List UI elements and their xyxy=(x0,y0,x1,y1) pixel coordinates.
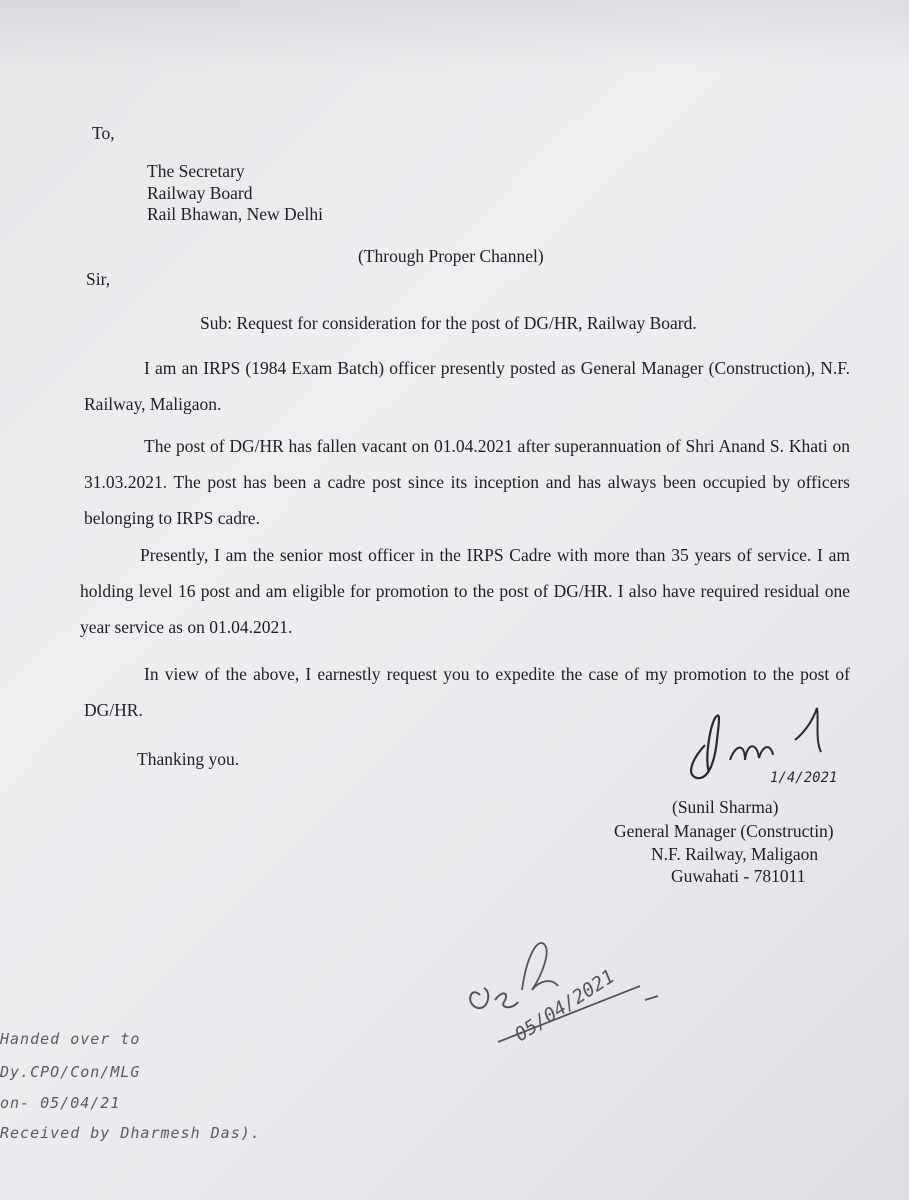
signatory-office: N.F. Railway, Maligaon xyxy=(651,844,819,864)
salutation: Sir, xyxy=(86,269,111,289)
signature-mark xyxy=(675,700,845,790)
signature-date: 1/4/2021 xyxy=(770,770,838,786)
subject-line: Sub: Request for consideration for the post of DG/HR, Railway Board. xyxy=(200,313,697,333)
addressee-line-1: The Secretary xyxy=(147,161,245,181)
handover-note-2: Dy.CPO/Con/MLG xyxy=(0,1063,141,1081)
closing-line: Thanking you. xyxy=(137,749,240,769)
signatory-designation: General Manager (Constructin) xyxy=(614,821,834,841)
paragraph-1: I am an IRPS (1984 Exam Batch) officer presently posted as General Manager (Construction), N.F. Railway, Maligaon. xyxy=(84,358,850,414)
page-shadow xyxy=(0,0,909,70)
paragraph-4: In view of the above, I earnestly request you to expedite the case of my promotion to the post of DG/HR. xyxy=(84,664,850,720)
signatory-name: (Sunil Sharma) xyxy=(672,797,779,817)
paragraph-3: Presently, I am the senior most officer in the IRPS Cadre with more than 35 years of service. I am holding level 16 post and am eligible for promotion to the post of DG/HR. I also have required residual one year service as on 01.04.2021. xyxy=(80,545,850,637)
handover-note-1: Handed over to xyxy=(0,1030,141,1048)
receipt-date: 05/04/2021 xyxy=(510,965,619,1047)
handover-note-4: Received by Dharmesh Das). xyxy=(0,1124,261,1142)
paragraph-2: The post of DG/HR has fallen vacant on 01.04.2021 after superannuation of Shri Anand S. Khati on 31.03.2021. The post has been a cadre post since its inception and has always been occupied by officers belonging to IRPS cadre. xyxy=(84,436,850,528)
handover-note-3: on- 05/04/21 xyxy=(0,1094,121,1112)
to-line: To, xyxy=(92,123,115,143)
addressee-line-3: Rail Bhawan, New Delhi xyxy=(147,204,323,224)
addressee-line-2: Railway Board xyxy=(147,183,253,203)
signatory-city: Guwahati - 781011 xyxy=(671,866,806,886)
channel-note: (Through Proper Channel) xyxy=(358,246,544,266)
receipt-initials xyxy=(440,930,670,1060)
